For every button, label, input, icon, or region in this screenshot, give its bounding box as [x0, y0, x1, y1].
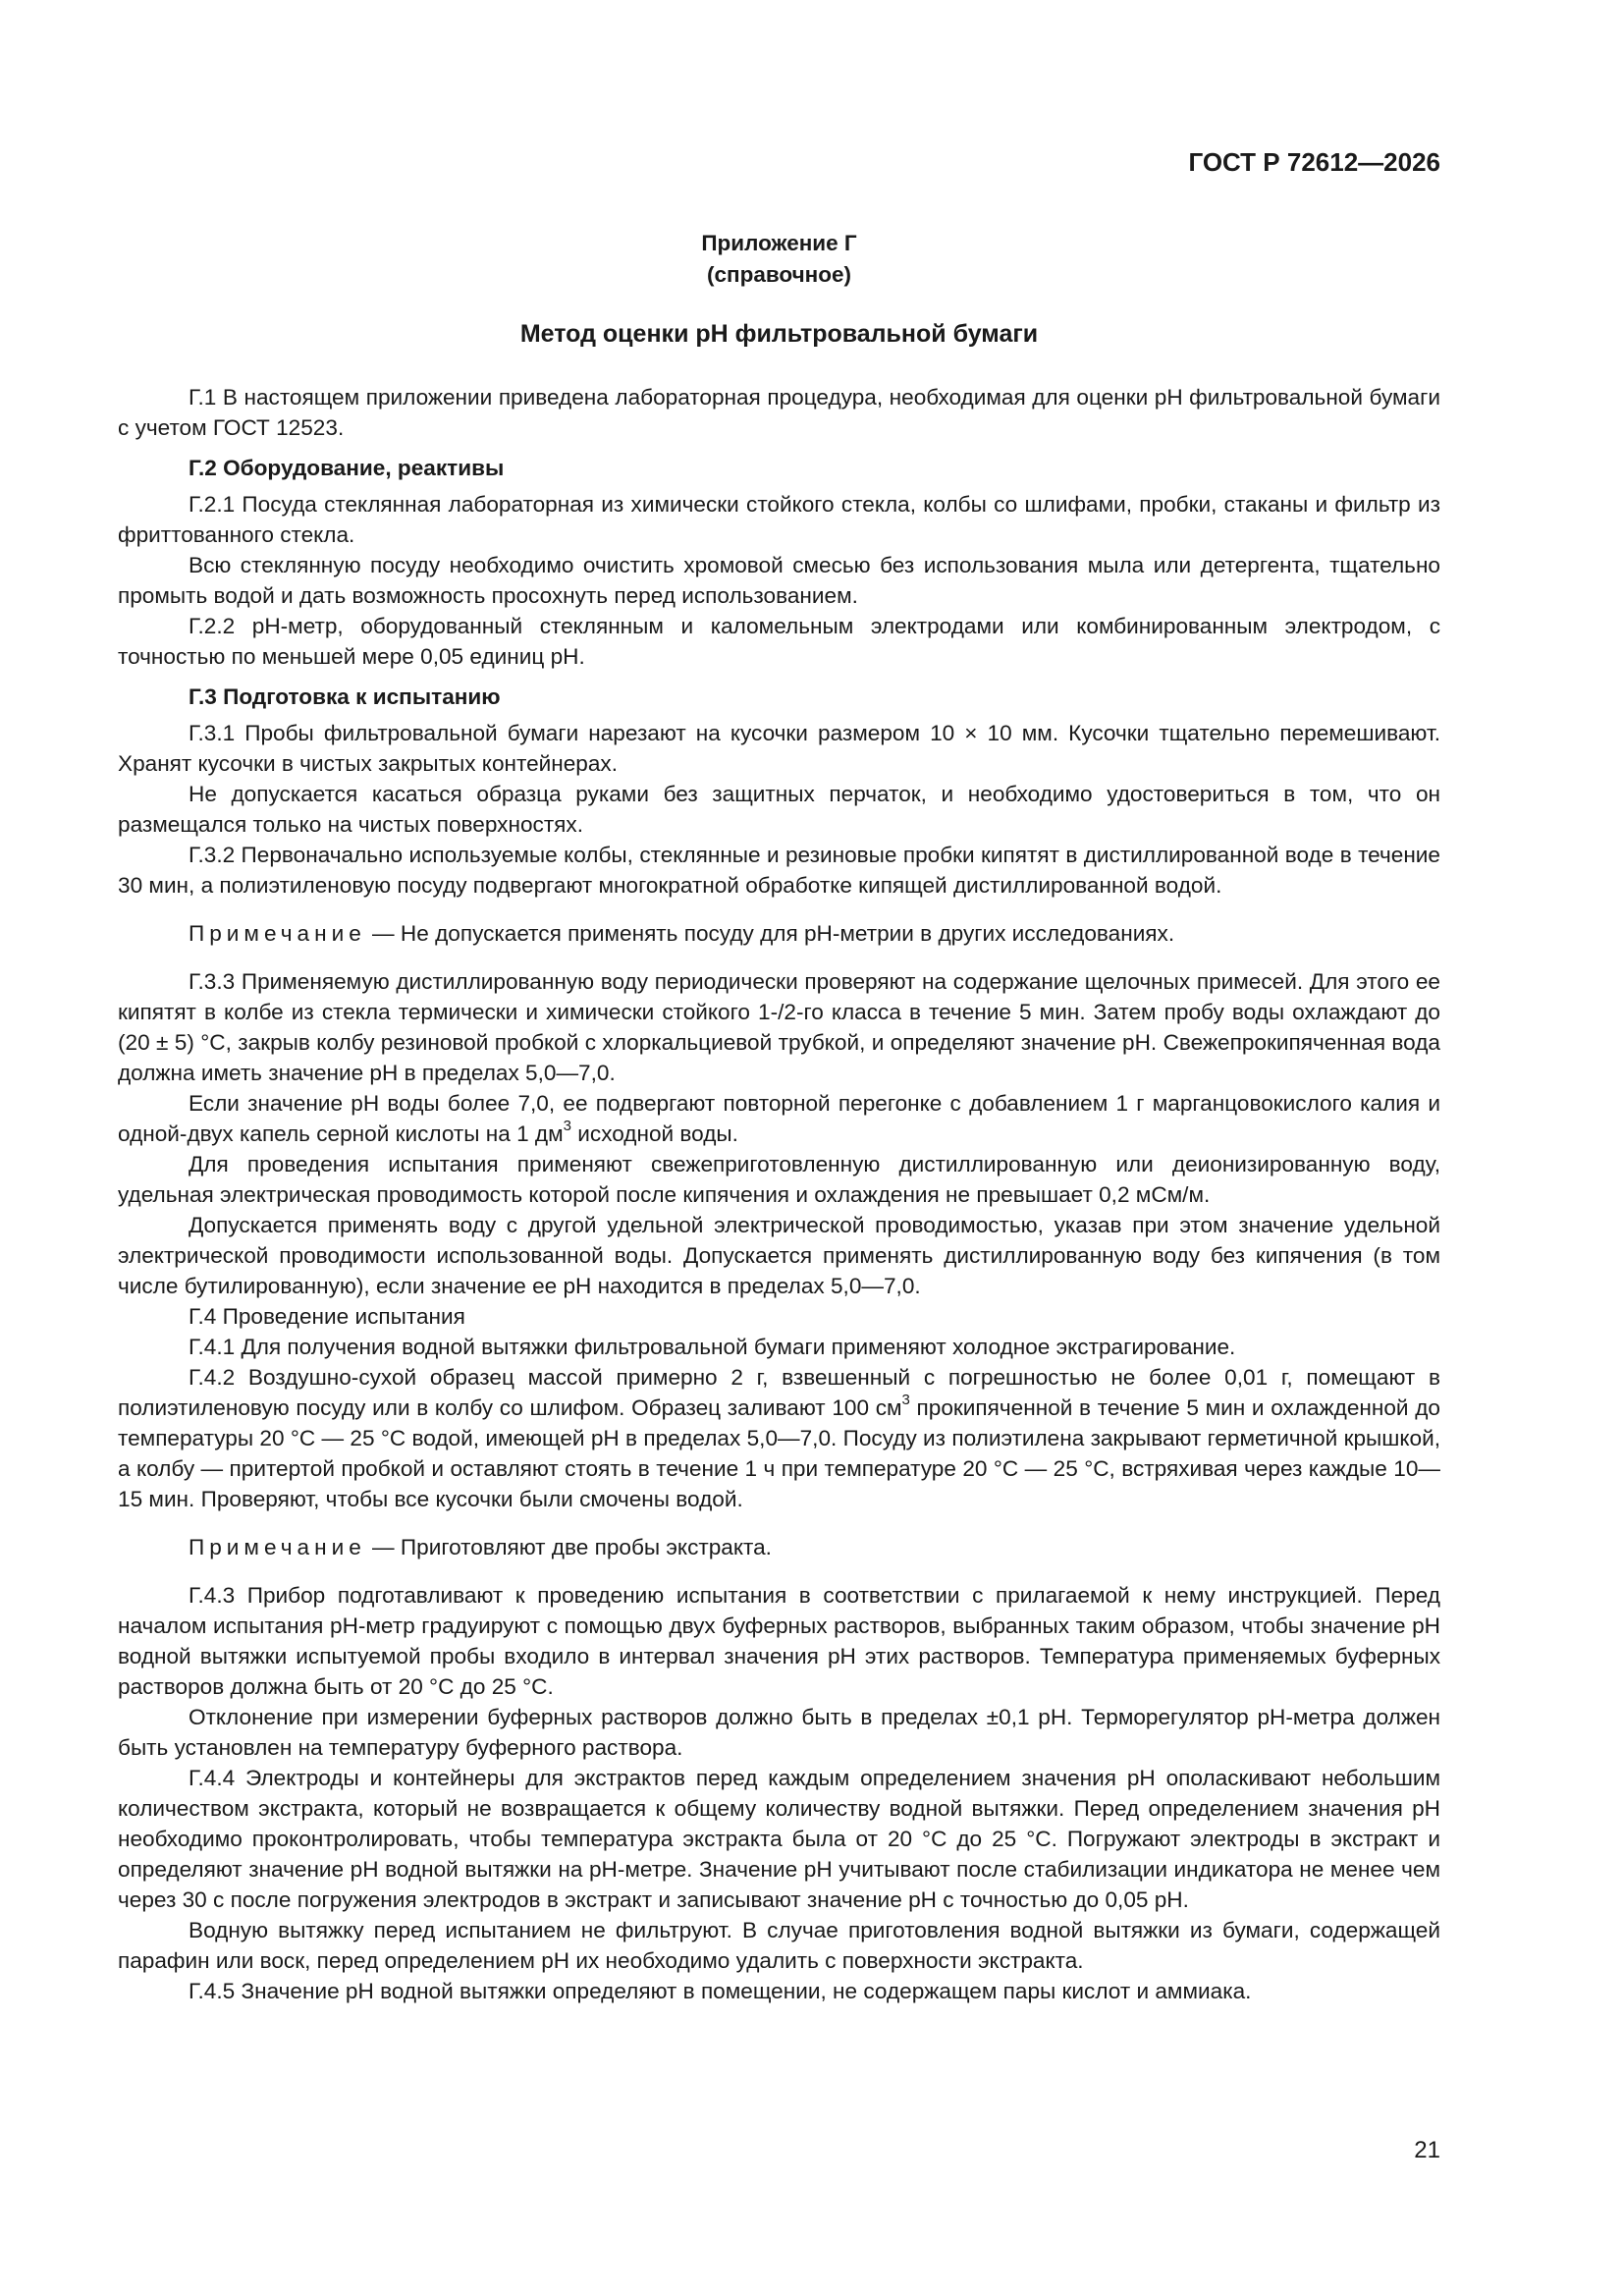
paragraph-g4-2 — [118, 1362, 1440, 1514]
paragraph-g3-1: Г.3.1 Пробы фильтровальной бумаги нарезают на кусочки размером 10 × 10 мм. Кусочки тщательно перемешивают. Хранят кусочки в чистых закрытых контейнерах. — [118, 721, 1440, 776]
appendix-type: (справочное) — [707, 262, 851, 287]
superscript: 3 — [563, 1118, 571, 1135]
note-text: — Не допускается применять посуду для pH-метрии в других исследованиях. — [365, 921, 1175, 946]
standard-number: ГОСТ Р 72612—2026 — [1188, 147, 1440, 177]
paragraph-g4-1: Г.4.1 Для получения водной вытяжки фильтровальной бумаги применяют холодное экстрагирование. — [189, 1335, 1236, 1359]
paragraph-g1: Г.1 В настоящем приложении приведена лабораторная процедура, необходимая для оценки pH фильтровальной бумаги с учетом ГОСТ 12523. — [118, 385, 1440, 440]
text-run: Г.4.2 Воздушно-сухой образец массой примерно 2 г, взвешенный с погрешностью не более 0,01 г, помещают в полиэтиленовую посуду или в колбу со шлифом. Образец заливают 100 см — [118, 1365, 1440, 1420]
note-label: Примечание — [189, 921, 366, 946]
appendix-label: Приложение Г — [701, 231, 857, 255]
superscript: 3 — [901, 1392, 910, 1409]
paragraph-g4-4b: Водную вытяжку перед испытанием не фильтруют. В случае приготовления водной вытяжки из бумаги, содержащей парафин или воск, перед определением pH их необходимо удалить с поверхности экстракта. — [118, 1918, 1440, 1973]
paragraph-g4-5: Г.4.5 Значение pH водной вытяжки определяют в помещении, не содержащем пары кислот и аммиака. — [189, 1979, 1252, 2003]
paragraph-g3-3: Г.3.3 Применяемую дистиллированную воду периодически проверяют на содержание щелочных примесей. Для этого ее кипятят в колбе из стекла термически и химически стойкого 1-/2-го класса в течение 5 мин. Затем пробу воды охлаждают до (20 ± 5) °С, закрыв колбу резиновой пробкой с хлоркальциевой трубкой, и определяют значение pH. Свежепрокипяченная вода должна иметь значение pH в пределах 5,0—7,0. — [118, 969, 1440, 1085]
paragraph-g2-2: Г.2.2 pH-метр, оборудованный стеклянным и каломельным электродами или комбинированным электродом, с точностью по меньшей мере 0,05 единиц pH. — [118, 614, 1440, 669]
appendix-heading — [118, 228, 1440, 291]
text-run: прокипяченной в течение 5 мин и охлажденной до температуры 20 °С — 25 °С водой, имеющей pH в пределах 5,0—7,0. Посуду из полиэтилена закрывают герметичной крышкой, а колбу — притертой пробкой и оставляют стоять в течение 1 ч при температуре 20 °С — 25 °С, встряхивая через каждые 10—15 мин. Проверяют, чтобы все кусочки были смочены водой. — [118, 1395, 1440, 1511]
page-number: 21 — [1414, 2137, 1440, 2163]
text-run: исходной воды. — [571, 1121, 738, 1146]
paragraph-g4-4: Г.4.4 Электроды и контейнеры для экстрактов перед каждым определением значения pH ополаскивают небольшим количеством экстракта, который не возвращается к общему количеству водной вытяжки. Перед определением значения pH необходимо проконтролировать, чтобы температура экстракта была от 20 °С до 25 °С. Погружают электроды в экстракт и определяют значение pH водной вытяжки на pH-метре. Значение pH учитывают после стабилизации индикатора не менее чем через 30 с после погружения электродов в экстракт и записывают значение pH с точностью до 0,05 pH. — [118, 1766, 1440, 1912]
note-text: — Приготовляют две пробы экстракта. — [365, 1535, 772, 1559]
paragraph-g3-3d: Допускается применять воду с другой удельной электрической проводимостью, указав при этом значение удельной электрической проводимости использованной воды. Допускается применять дистиллированную воду без кипячения (в том числе бутилированную), если значение ее pH находится в пределах 5,0—7,0. — [118, 1213, 1440, 1298]
document-body — [118, 382, 1440, 2006]
paragraph-g2-1: Г.2.1 Посуда стеклянная лабораторная из химически стойкого стекла, колбы со шлифами, пробки, стаканы и фильтр из фриттованного стекла. — [118, 492, 1440, 547]
paragraph-g4: Г.4 Проведение испытания — [189, 1304, 465, 1329]
paragraph-g3-2: Г.3.2 Первоначально используемые колбы, стеклянные и резиновые пробки кипятят в дистиллированной воде в течение 30 мин, а полиэтиленовую посуду подвергают многократной обработке кипящей дистиллированной водой. — [118, 843, 1440, 898]
text-run: Если значение pH воды более 7,0, ее подвергают повторной перегонке с добавлением 1 г марганцовокислого калия и одной-двух капель серной кислоты на 1 дм — [118, 1091, 1440, 1146]
section-heading-g3: Г.3 Подготовка к испытанию — [189, 684, 501, 709]
note-2 — [118, 1532, 1440, 1562]
paragraph-g4-3b: Отклонение при измерении буферных растворов должно быть в пределах ±0,1 pH. Терморегулятор pH-метра должен быть установлен на температуру буферного раствора. — [118, 1705, 1440, 1760]
paragraph-g4-3: Г.4.3 Прибор подготавливают к проведению испытания в соответствии с прилагаемой к нему инструкцией. Перед началом испытания pH-метр градуируют с помощью двух буферных растворов, выбранных таким образом, чтобы значение pH водной вытяжки испытуемой пробы входило в интервал значения pH этих растворов. Температура применяемых буферных растворов должна быть от 20 °С до 25 °С. — [118, 1583, 1440, 1699]
paragraph-g2-1b: Всю стеклянную посуду необходимо очистить хромовой смесью без использования мыла или детергента, тщательно промыть водой и дать возможность просохнуть перед использованием. — [118, 553, 1440, 608]
section-heading-g2: Г.2 Оборудование, реактивы — [189, 456, 505, 480]
paragraph-g3-3b — [118, 1088, 1440, 1149]
appendix-title: Метод оценки pH фильтровальной бумаги — [519, 320, 1039, 348]
note-1 — [118, 918, 1440, 949]
note-label: Примечание — [189, 1535, 366, 1559]
paragraph-g3-1b: Не допускается касаться образца руками без защитных перчаток, и необходимо удостовериться в том, что он размещался только на чистых поверхностях. — [118, 782, 1440, 837]
paragraph-g3-3c: Для проведения испытания применяют свежеприготовленную дистиллированную или деионизированную воду, удельная электрическая проводимость которой после кипячения и охлаждения не превышает 0,2 мСм/м. — [118, 1152, 1440, 1207]
